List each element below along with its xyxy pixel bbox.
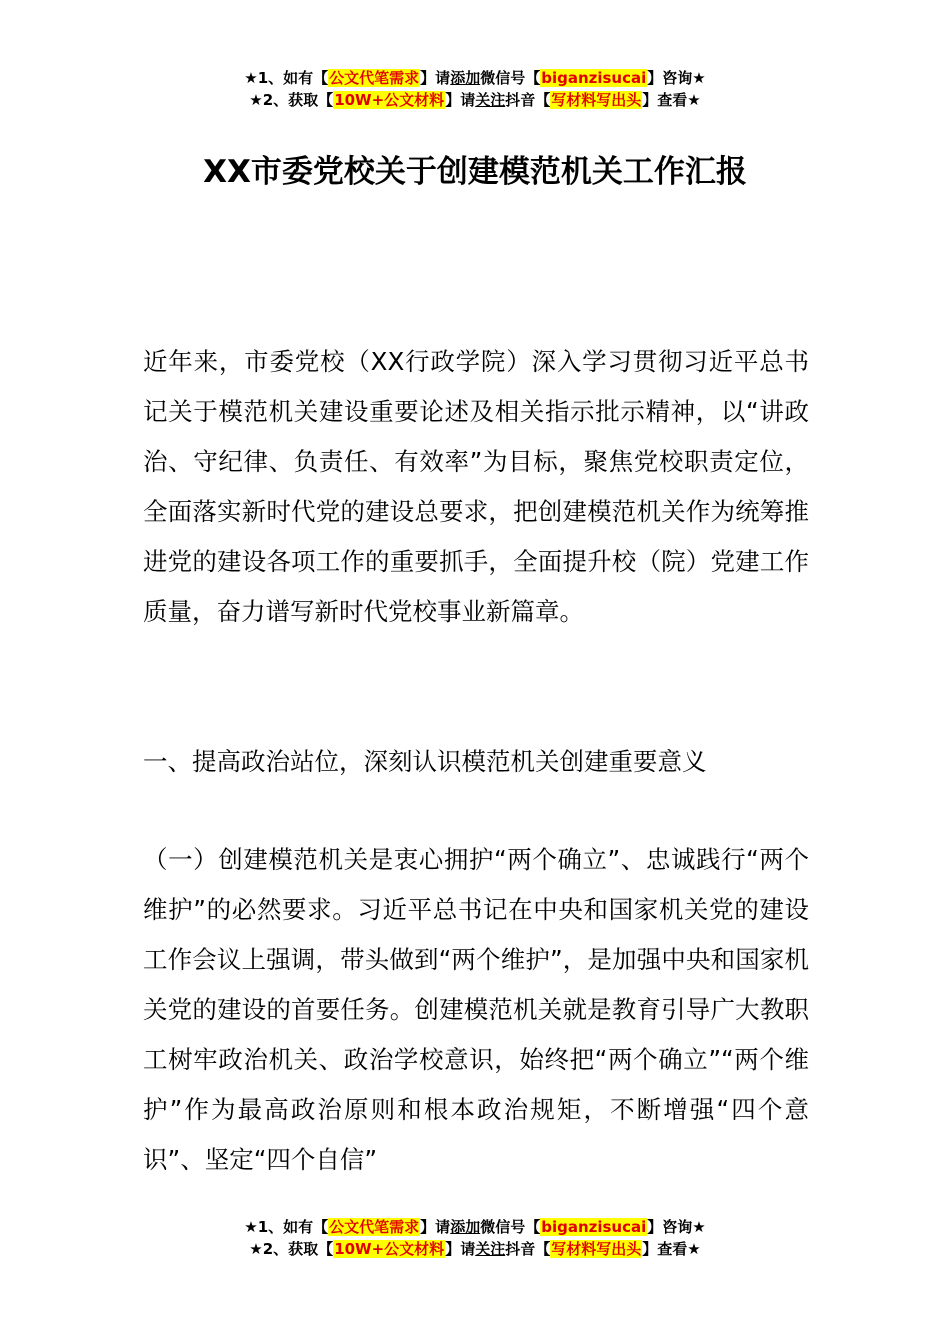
body-paragraph: （一）创建模范机关是衷心拥护“两个确立”、忠诚践行“两个维护”的必然要求。习近平总书记在中央和国家机关党的建设工作会议上强调，带头做到“两个维护”，是加强中央和国家机关党的建设的首要任务。创建模范机关就是教育引导广大教职工树牢政治机关、政治学校意识，始终把“两个确立”“两个维护”作为最高政治原则和根本政治规矩，不断增强“四个意识”、坚定“四个自信” [143,845,809,1174]
promo-highlight: 公文代笔需求 [329,69,420,87]
promo-highlight: biganzisucai [541,1218,647,1236]
promo-line-1 [0,67,950,89]
promo-underlined: 关注 [475,1240,506,1258]
promo-text: 】咨询★ [647,69,706,87]
promo-text: 抖音【 [505,91,551,109]
promo-text: ★1、如有【 [244,1218,329,1236]
promo-text: 】查看★ [642,91,701,109]
promo-text: 】查看★ [642,1240,701,1258]
promo-underlined: 添加 [450,69,481,87]
promo-text: 】请 [445,91,476,109]
document-title: XX市委党校关于创建模范机关工作汇报 [203,154,747,190]
promo-highlight: biganzisucai [541,69,647,87]
promo-underlined: 添加 [450,1218,481,1236]
promo-text: ★2、获取【 [249,91,334,109]
promo-line-2 [0,89,950,111]
promo-highlight: 公文代笔需求 [329,1218,420,1236]
promo-text: 】请 [420,1218,451,1236]
promo-text: 】咨询★ [647,1218,706,1236]
intro-paragraph: 近年来，市委党校（XX行政学院）深入学习贯彻习近平总书记关于模范机关建设重要论述及相关指示批示精神，以“讲政治、守纪律、负责任、有效率”为目标，聚焦党校职责定位，全面落实新时代党的建设总要求，把创建模范机关作为统筹推进党的建设各项工作的重要抓手，全面提升校（院）党建工作质量，奋力谱写新时代党校事业新篇章。 [143,347,809,626]
promo-text: ★2、获取【 [249,1240,334,1258]
promo-highlight: 写材料写出头 [551,91,642,109]
promo-underlined: 关注 [475,91,506,109]
promo-highlight: 10W+公文材料 [334,91,445,109]
promo-text: 抖音【 [505,1240,551,1258]
top-promo-banner [0,67,950,111]
promo-text: ★1、如有【 [244,69,329,87]
section-heading: 一、提高政治站位，深刻认识模范机关创建重要意义 [143,747,707,776]
bottom-promo-banner [0,1216,950,1260]
promo-highlight: 10W+公文材料 [334,1240,445,1258]
promo-text: 】请 [420,69,451,87]
promo-text: 微信号【 [480,1218,541,1236]
promo-highlight: 写材料写出头 [551,1240,642,1258]
promo-text: 微信号【 [480,69,541,87]
promo-line-1 [0,1216,950,1238]
promo-line-2 [0,1238,950,1260]
promo-text: 】请 [445,1240,476,1258]
